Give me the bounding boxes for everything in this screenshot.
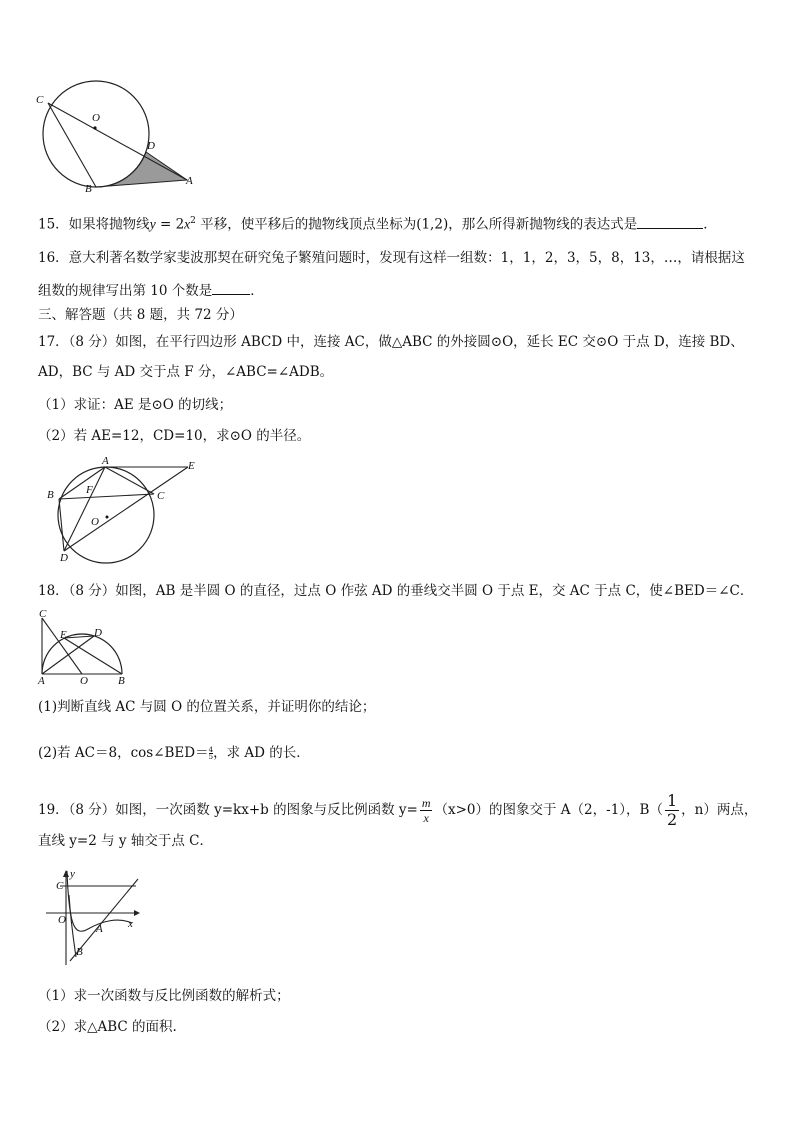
q17-line-ac: [105, 467, 154, 494]
figure-q19-svg: [40, 865, 150, 971]
center-dot: [93, 126, 96, 129]
q19-frac-den: x: [423, 811, 429, 825]
question-19-line2: 直线 y=2 与 y 轴交于点 C．: [38, 833, 213, 849]
q19-label-a: A: [96, 923, 103, 935]
q16-line2-end: ．: [250, 283, 264, 299]
figure-q18: [36, 608, 132, 686]
figure-circle-tangent-svg: [34, 80, 204, 195]
q15-coord: (1,2): [416, 216, 449, 233]
figure-q17-svg: [44, 455, 204, 567]
q15-end: ．: [703, 216, 717, 233]
q19-label-b: B: [76, 946, 83, 958]
q18-label-b: B: [118, 675, 125, 686]
shaded-region: [96, 152, 187, 187]
question-17-line1: 17．（8 分）如图，在平行四边形 ABCD 中，连接 AC，做△ABC 的外接圆⊙O，延长 EC 交⊙O 于点 D，连接 BD、: [38, 334, 744, 350]
q19-label-o: O: [58, 914, 66, 926]
q19-label-x: x: [128, 918, 133, 930]
q18-semicircle: [42, 634, 122, 674]
q17-line-ad: [64, 467, 105, 551]
label-c: C: [36, 94, 44, 106]
q17-circle: [58, 467, 154, 563]
q18-label-e: E: [60, 629, 67, 641]
q19-label-y: y: [70, 868, 75, 880]
question-17-part1: （1）求证：AE 是⊙O 的切线；: [38, 397, 233, 413]
question-15: [38, 211, 758, 235]
q18-line-eb: [64, 638, 122, 674]
circle-o: [43, 81, 149, 187]
q18-label-a: A: [38, 675, 45, 686]
q19-frac2-num: 1: [666, 791, 678, 810]
q17-label-a: A: [102, 455, 109, 467]
q19-x-arrow: [134, 910, 140, 916]
q17-line-bd: [59, 499, 64, 551]
label-o: O: [92, 112, 100, 124]
q15-exp: 2: [190, 216, 196, 226]
q19-pre: 19．（8 分）如图，一次函数 y=kx+b 的图象与反比例函数 y=: [38, 802, 418, 818]
q17-label-c: C: [157, 490, 165, 502]
q19-frac2-den: 2: [666, 810, 678, 829]
secant-ca: [48, 103, 187, 180]
q15-mid: 平移，使平移后的抛物线顶点坐标为: [195, 216, 417, 233]
q19-fraction-mx: [420, 796, 433, 825]
section-heading: 三、解答题（共 8 题，共 72 分）: [38, 307, 243, 323]
q18-label-d: D: [94, 627, 102, 639]
question-18-line1: 18．（8 分）如图，AB 是半圆 O 的直径，过点 O 作弦 AD 的垂线交半圆 O 于点 E，交 AC 于点 C，使∠BED＝∠C．: [38, 583, 754, 599]
q19-label-c: C: [56, 880, 64, 892]
q18-label-o: O: [80, 675, 88, 686]
q17-label-b: B: [47, 489, 54, 501]
q19-y-arrow: [63, 870, 69, 877]
q18-label-c: C: [39, 608, 47, 620]
q17-label-d: D: [60, 552, 68, 564]
q17-label-f: F: [86, 484, 93, 496]
q17-line-ab: [59, 467, 105, 499]
q17-line-bc: [59, 494, 154, 499]
q18-part2-post: ，求 AD 的长．: [213, 745, 310, 761]
q15-answer-blank[interactable]: [637, 214, 703, 229]
question-16-line2: [38, 280, 758, 301]
q19-fraction-half: [665, 792, 679, 829]
question-18-part1: (1)判断直线 AC 与圆 O 的位置关系，并证明你的结论；: [38, 699, 376, 715]
question-17-part2: （2）若 AE=12，CD=10，求⊙O 的半径。: [38, 428, 311, 444]
q19-post: ，n）两点，: [681, 802, 758, 818]
chord-cb: [48, 103, 96, 187]
q17-center-dot: [106, 516, 109, 519]
q15-post: ，那么所得新抛物线的表达式是: [448, 216, 638, 233]
q18-part2-pre: (2)若 AC＝8，cos∠BED＝: [38, 745, 209, 761]
q17-label-o: O: [91, 516, 99, 528]
figure-q18-svg: [36, 608, 132, 686]
q15-y: y: [149, 216, 156, 232]
q17-label-e: E: [188, 460, 195, 472]
q19-frac-num: m: [421, 796, 431, 810]
label-b: B: [85, 183, 92, 195]
question-19-part1: （1）求一次函数与反比例函数的解析式；: [38, 988, 290, 1004]
q18-line-ad: [42, 636, 94, 674]
q16-answer-blank[interactable]: [212, 280, 250, 295]
q17-line-ed: [64, 467, 188, 551]
q19-curve-lower: [69, 895, 76, 957]
q19-mid: （x>0）的图象交于 A（2，-1），B（: [434, 802, 663, 818]
label-d: D: [147, 140, 155, 152]
q16-line2-pre: 组数的规律写出第 10 个数是: [38, 283, 213, 299]
question-19-part2: （2）求△ABC 的面积.: [38, 1019, 177, 1035]
q18-fraction-den: 5: [208, 753, 214, 761]
question-17-line2: AD，BC 与 AD 交于点 F 分，∠ABC=∠ADB。: [38, 364, 334, 380]
q15-pre: 15．如果将抛物线: [38, 216, 150, 233]
question-19-line1: [38, 792, 758, 829]
figure-q17: [44, 455, 204, 567]
q15-eq: = 2: [155, 216, 185, 233]
label-a: A: [186, 175, 193, 187]
question-16-line1: 16．意大利著名数学家斐波那契在研究兔子繁殖问题时，发现有这样一组数：1，1，2，3，5，8，13，…，请根据这: [38, 250, 745, 266]
question-18-part2: [38, 743, 758, 763]
figure-q19: [40, 865, 150, 971]
q15-x: x: [184, 216, 191, 232]
figure-circle-tangent: [34, 80, 204, 195]
q18-fraction-num: 4: [208, 746, 214, 754]
